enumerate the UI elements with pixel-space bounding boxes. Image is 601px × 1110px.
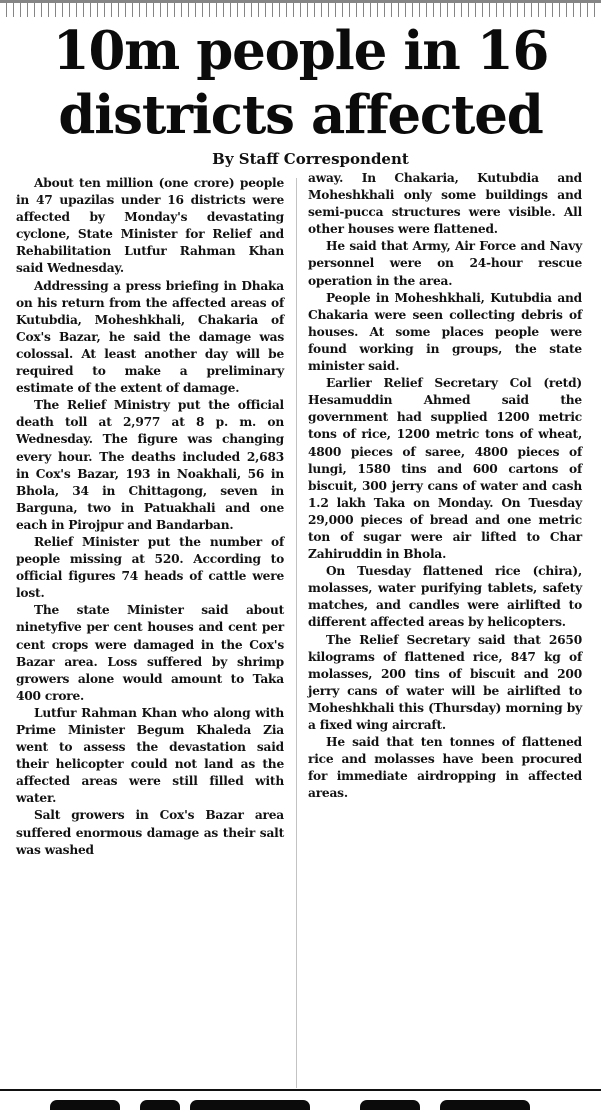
next-article-headline-fragment [40,1092,600,1110]
bottom-rule [0,1089,601,1091]
paragraph: Lutfur Rahman Khan who along with Prime Minister Begum Khaleda Zia went to assess the devastation said their helicopter could not land as the affected areas were still filled with water. [16,705,284,806]
paragraph: He said that Army, Air Force and Navy personnel were on 24-hour rescue operation in the area. [308,239,582,288]
paragraph: He said that ten tonnes of flattened rice and molasses have been procured for immediate airdropping in affected areas. [308,735,582,801]
article-column-left [16,175,284,859]
paragraph: Earlier Relief Secretary Col (retd) Hesamuddin Ahmed said the government had supplied 1200 metric tons of rice, 1200 metric tons of wheat, 4800 pieces of saree, 4800 pieces of lungi, 1580 tins and 600 cartons of biscuit, 300 jerry cans of water and cash 1.2 lakh Taka on Monday. On Tuesday 29,000 pieces of bread and one metric ton of sugar were air lifted to Char Zahiruddin in Bhola. [308,376,582,562]
paragraph: On Tuesday flattened rice (chira), molasses, water purifying tablets, safety matches, and candles were airlifted to different affected areas by helicopters. [308,564,582,630]
top-border-rule [0,0,601,17]
paragraph: away. In Chakaria, Kutubdia and Moheshkhali only some buildings and semi-pucca structures were visible. All other houses were flattened. [308,171,582,237]
headline-line-1: 10m people in 16 [52,20,549,82]
paragraph: The state Minister said about ninetyfive per cent houses and cent per cent crops were damaged in the Cox's Bazar area. Loss suffered by shrimp growers alone would amount to Taka 400 crore. [16,603,284,703]
headline-line-2: districts affected [58,84,543,146]
paragraph: The Relief Ministry put the official death toll at 2,977 at 8 p. m. on Wednesday. The figure was changing every hour. The deaths included 2,683 in Cox's Bazar, 193 in Noakhali, 56 in Bhola, 34 in Chittagong, seven in Barguna, two in Patuakhali and one each in Pirojpur and Bandarban. [16,398,284,532]
column-divider [296,178,297,1088]
byline [0,150,601,168]
article-column-right [308,170,582,802]
paragraph: Relief Minister put the number of people missing at 520. According to official figures 74 heads of cattle were lost. [16,534,284,601]
paragraph: People in Moheshkhali, Kutubdia and Chakaria were seen collecting debris of houses. At some places people were found working in groups, the state minister said. [308,290,582,374]
paragraph: Salt growers in Cox's Bazar area suffered enormous damage as their salt was washed [16,808,284,857]
paragraph: The Relief Secretary said that 2650 kilograms of flattened rice, 847 kg of molasses, 200 tins of biscuit and 200 jerry cans of water will be airlifted to Moheshkhali this (Thursday) morning by a fixed wing aircraft. [308,632,582,732]
paragraph: Addressing a press briefing in Dhaka on his return from the affected areas of Kutubdia, Moheshkhali, Chakaria of Cox's Bazar, he said the damage was colossal. At least another day will be required to make a preliminary estimate of the extent of damage. [16,278,284,396]
byline-text: By Staff Correspondent [212,150,409,168]
paragraph: About ten million (one crore) people in 47 upazilas under 16 districts were affected by Monday's devastating cyclone, State Minister for Relief and Rehabilitation Lutfur Rahman Khan said Wednesday. [16,176,284,276]
